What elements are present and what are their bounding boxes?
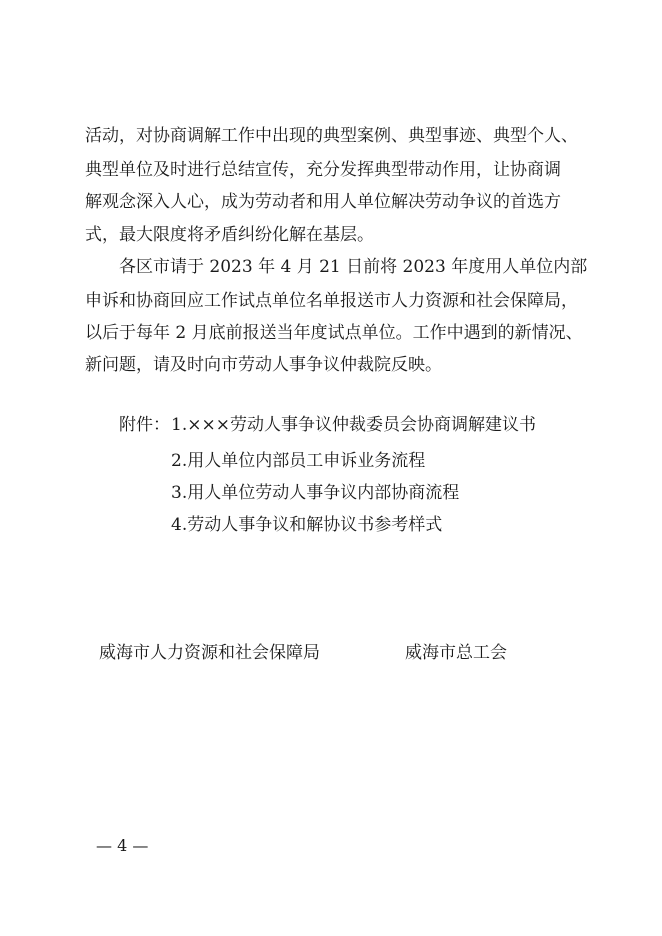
paragraph-1-line-1: 活动，对协商调解工作中出现的典型案例、典型事迹、典型个人、 xyxy=(85,126,578,146)
signature-left: 威海市人力资源和社会保障局 xyxy=(99,643,320,663)
attachment-item-4: 4.劳动人事争议和解协议书参考样式 xyxy=(171,515,443,535)
paragraph-1-line-3: 解观念深入人心，成为劳动者和用人单位解决劳动争议的首选方 xyxy=(85,192,561,212)
paragraph-2-line-1: 各区市请于 2023 年 4 月 21 日前将 2023 年度用人单位内部 xyxy=(119,257,588,277)
paragraph-1-line-2: 典型单位及时进行总结宣传，充分发挥典型带动作用，让协商调 xyxy=(85,160,561,180)
signature-right: 威海市总工会 xyxy=(405,643,507,663)
attachment-item-1: 1.×××劳动人事争议仲裁委员会协商调解建议书 xyxy=(171,415,536,435)
paragraph-2-line-2: 申诉和协商回应工作试点单位名单报送市人力资源和社会保障局， xyxy=(85,291,578,311)
attachment-item-3: 3.用人单位劳动人事争议内部协商流程 xyxy=(171,483,460,503)
attachments-label: 附件： xyxy=(119,415,170,435)
paragraph-2-line-4: 新问题，请及时向市劳动人事争议仲裁院反映。 xyxy=(85,355,442,375)
paragraph-2-line-3: 以后于每年 2 月底前报送当年度试点单位。工作中遇到的新情况、 xyxy=(85,323,583,343)
attachment-item-2: 2.用人单位内部员工申诉业务流程 xyxy=(171,451,426,471)
page-number: — 4 — xyxy=(96,836,149,855)
paragraph-1-line-4: 式，最大限度将矛盾纠纷化解在基层。 xyxy=(85,225,374,245)
